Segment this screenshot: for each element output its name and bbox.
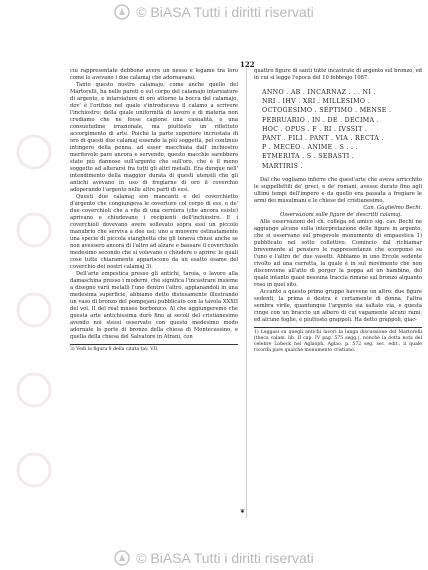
inscription-line: NRI . IHV . XRI . MILLESIMO .	[262, 98, 370, 106]
inscription-line: FEBRUARIO . IN . DE . DECIMA .	[262, 116, 379, 124]
inscription-line: OCTOGESIMO . SEPTIMO . MENSE .	[262, 107, 392, 115]
inscription-line: MARTIRIS .	[262, 162, 303, 170]
inscription-line: P . MECEO . ANIME . S . . .	[262, 144, 358, 152]
right-column	[254, 68, 422, 354]
banner-text: © BiASA Tutti i diritti riservati	[136, 550, 314, 566]
paragraph: Tanto questo nostro calamajo, come anche quello del Martorelli, ha nelle pareti o sul corpo del calamajo intarsiature di argento, e intarsiature di oro attorno la bocca del calamajo, dov' è l'orifizio nel quale s'introduceva il calamo a scrivere l'inchiostro; della quale uniformità di lavoro e di materia non crediamo che ne fosse cagione una casualità, o una consuetudine irrazionale, ma piuttosto un riflettuto accorgimento di arte. Poichè la parte superiore incrostata di oro di questi due calamaj essendo la più soggetta, pel continuo intingere della penna, ad esser macchiata dall' inchiostro meritevole pare ancora e servendo, questo macchie sarebbero state più dannose sull'argento che sull'oro, che è il meno soggetto ad alterarsi fra tutti gli altri metalli. Era dunque nell' intendimento della maggior durata di questi utensili che gli antichi avevano in uso di fregiarne di oro il coverchio adoperando l'argento nelle altre parti di essi.	[70, 82, 238, 193]
inscription-line: HOC . OPUS . F . RI . IVSSIT .	[262, 125, 368, 133]
document-page	[70, 60, 425, 520]
footnote: 3) Vedi la figura 8 della citata tav. VII.	[70, 344, 238, 353]
footnote: 1) Leggasi su quegli antichi lavori la lunga discussione del Martorelli (theca calam. lib. II cap. IV pag. 575 segg.), nonchè la dotta nota del celebre Lobeck nel Aglaoph. Aglao. p. 572 seg. sec. edit., il quale ricorda pure qualche monumento cristiano.	[254, 327, 422, 354]
section-heading: Osservazioni sulle figure de' descritti calamaj.	[280, 211, 402, 218]
biasa-logo-icon	[114, 4, 130, 20]
biasa-logo-icon	[114, 550, 130, 566]
left-column	[70, 68, 238, 353]
banner-text: © BiASA Tutti i diritti riservati	[136, 4, 314, 20]
paragraph: Questi due calamaj son mancanti e del coverchietto d'argento che congiungeva le coverture col corpo di ess, e de' due coverchioli che a vite di una cerniera (che ancora esiste) aprivano e chiudevano i recipienti dell'inchiostro. E i coverchioli dovevano avere sollevato sopra essi un piccolo manubrio che serviva a dee usi; uno a muovere ostinatamente una specie di piccola stanghetta che gli teneva chiusi anche se non avessero ancora di l'altro ad alzare e bassare il coverchiolo medesimo secondo che si volevano o chiudere o aprire: le quali cose tutte chiaramente appariscono da un esatto esame del coverchio dei nostri calamaj 3).	[70, 194, 238, 270]
author-signature: Can. Guglielmo Bechi.	[363, 204, 422, 211]
ornament-mark: ❦	[240, 508, 246, 515]
watermark-banner-bottom	[0, 548, 428, 568]
page-number: 122	[240, 60, 255, 69]
inscription-line: PANT . FILI . PANT . VIA . RECTA .	[262, 135, 384, 143]
watermark-banner-top	[0, 2, 428, 22]
watermark-seal-icon	[14, 60, 78, 520]
paragraph: quattro figure di santi tutte incastrate di argento sul bronzo, ed in cui si legge l'epoca del 10 febbrajo 1087.	[254, 68, 422, 81]
inscription-line: ANNO . AB . INCARNAZ . . . NI .	[262, 89, 376, 96]
inscription-line: ETMERITA . S . SEBASTI .	[262, 153, 355, 161]
paragraph: Dell'arte empestica presso gli antichi, taroia, o lavoro alla damaschina presso i moderni, che significa l'incastrare insieme a disegno varii metalli l'uno dentro l'altro, appianandoli in una medesima superficie, abbiamo detto distesamente illustrando un vaso di bronzo del pompejani pubblicato con la tavola XXXII del vol. II del real museo borbonico. Al che aggiungeremo che questa arte antichissima durò fino ai secoli del cristianesimo avendo noi stessi osservato con questo medesimo modo adornate le porte di bronzo della chiesa di Montecassino, e quella della chiesa del Salvatore in Atrani, con	[70, 271, 238, 340]
latin-inscription	[262, 88, 422, 171]
paragraph: Dal che vogliamo inferre che quest'arte che aveva arricchito le suppellettili de' greci, e de' romani, avesse durato fino agli ultimi tempi dell'impero e da quello era passata a fregiare le armi dei musulmani e le chiese del cristianesimo.	[254, 176, 422, 204]
paragraph: cui rappresentate debbono avere un nesso e legame tra loro come lo avevano i due calamaj che adornavano.	[70, 68, 238, 81]
paragraph: Alle osservazioni del ch. collega ed amico sig. cav. Bechi ne aggiungo alcune sulla interpretazione delle figure in argento, che si osservano sul pregevole monumento di empaestica 1) pubblicato nel sotto collettivo. Comincio dal richiamar brevemente al pensiero le rappresentanze che scorgonsi su l'uno e l'altro de' due vasetti. Abbiamo in uno Ercole sedente rivolto ad una cerretta, la quale è in sul movimento che non disconviene all'atto di porger la poppa ad un bambino, del quale intanto quasi nessuna traccia rimane sul bronzo alquanto roso in quel sito.	[254, 218, 422, 288]
paragraph: Accanto a questo primo gruppo havvene un altro: due figure sedenti, la prima è destra è certamente di donna, l'altra sembra virile, quantunque l'argento sia saltato via, e questa cinge con un braccio un albero di cui vagamente alcuni rami, ed alcune foglie, e piuttosto grappoli. Ha detto grappoli, giac-	[254, 288, 422, 323]
column-divider	[246, 68, 247, 518]
